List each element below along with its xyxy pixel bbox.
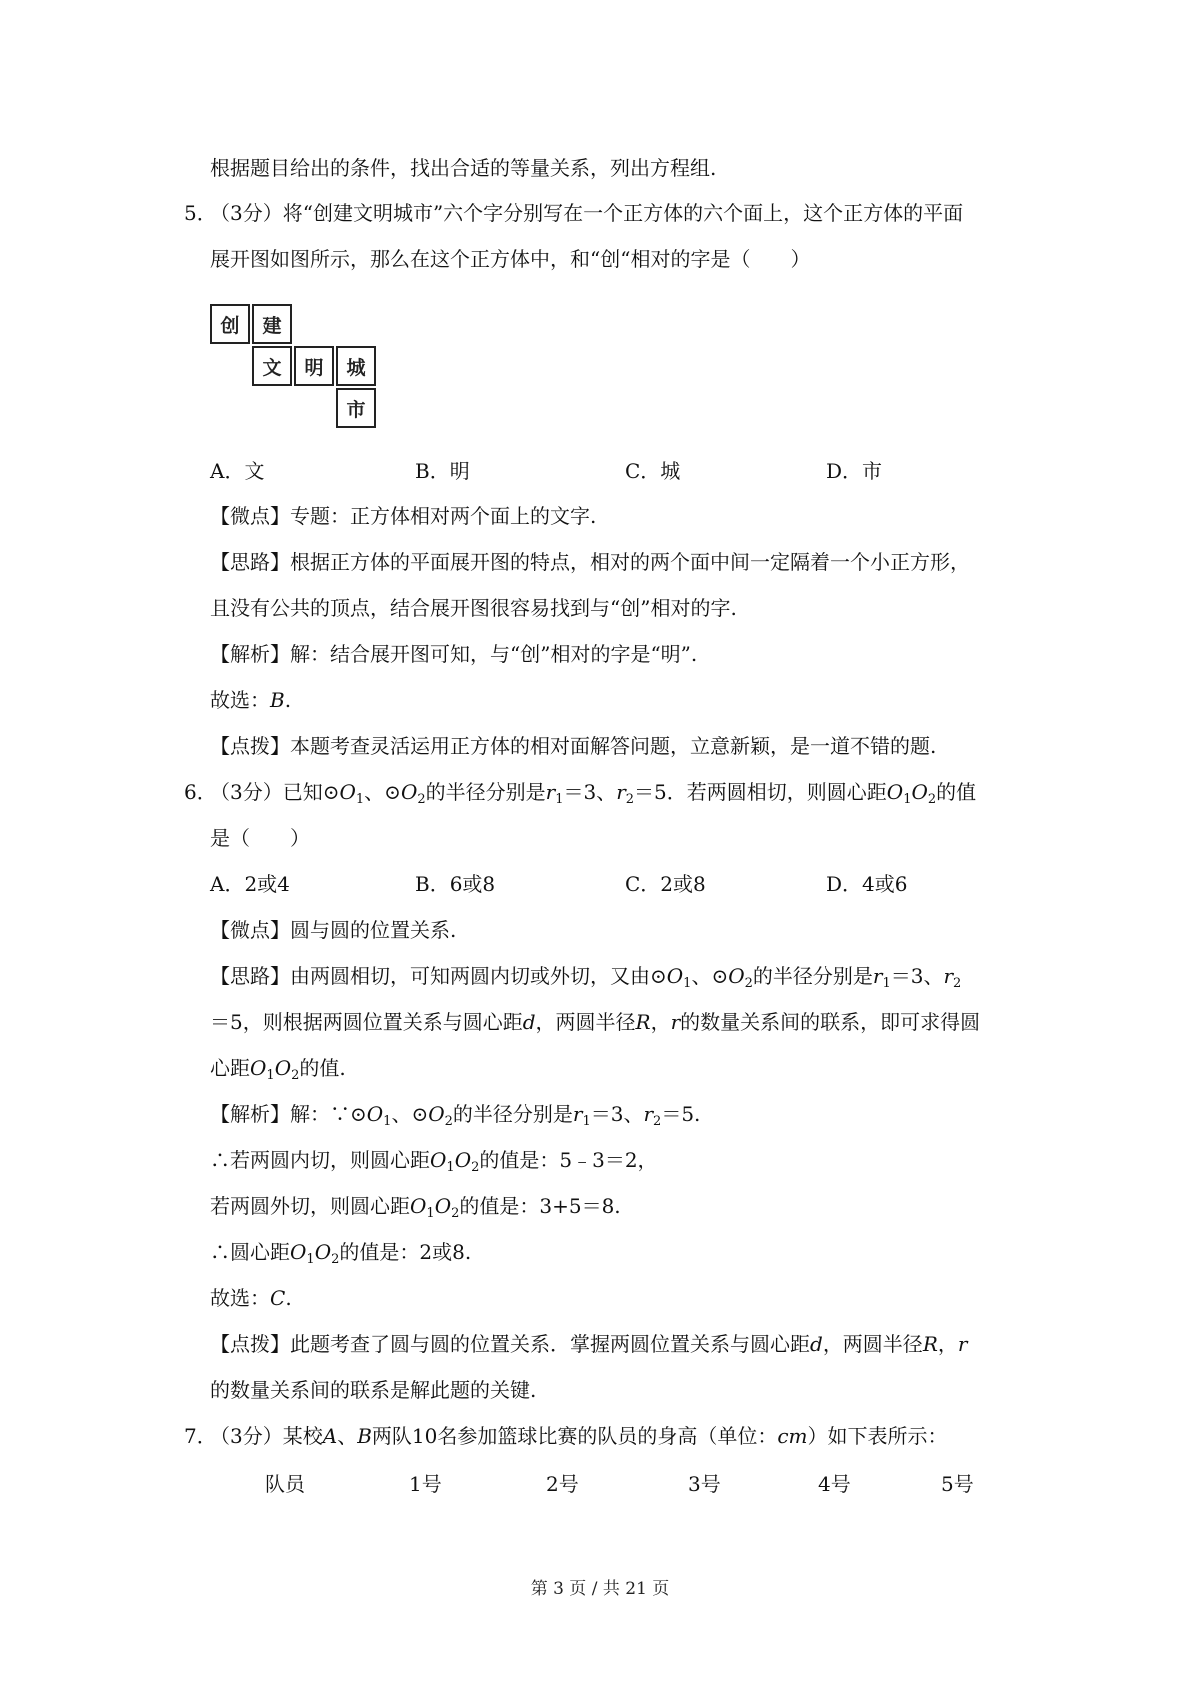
answer-line: 故选：B. (210, 688, 292, 712)
question-number: 6． (184, 780, 217, 804)
weidian-note: 【微点】专题：正方体相对两个面上的文字. (210, 504, 597, 528)
weidian-note: 【微点】圆与圆的位置关系. (210, 918, 457, 942)
question-stem: 展开图如图所示，那么在这个正方体中，和“创“相对的字是（ ） (210, 247, 811, 271)
option-c: C．2或8 (625, 872, 706, 896)
net-cell: 建 (252, 304, 292, 344)
option-b: B．6或8 (415, 872, 496, 896)
net-cell: 文 (252, 346, 292, 386)
silu-note: 【思路】根据正方体的平面展开图的特点，相对的两个面中间一定隔着一个小正方形， (210, 550, 970, 574)
question-stem: （3分）某校A、B两队10名参加篮球比赛的队员的身高（单位：cm）如下表所示： (210, 1424, 948, 1448)
table-header-cell: 4号 (818, 1472, 851, 1496)
jiexi-note: 【解析】解：结合展开图可知，与“创”相对的字是“明”. (210, 642, 698, 666)
question-stem: （3分）已知$⊙O_1$、$⊙O_2$的半径分别是$r_1=3$、$r_2=5$．若两圆相切，则圆心距$O_1O_2$的值 (210, 780, 977, 807)
question-number: 5． (184, 201, 217, 225)
net-cell: 明 (294, 346, 334, 386)
question-number: 7． (184, 1424, 217, 1448)
text-line: 根据题目给出的条件，找出合适的等量关系，列出方程组. (210, 156, 717, 180)
table-header-cell: 5号 (941, 1472, 974, 1496)
silu-note: 且没有公共的顶点，结合展开图很容易找到与“创”相对的字. (210, 596, 737, 620)
jiexi-note: 【解析】解：$\because⊙O_1$、$⊙O_2$的半径分别是$r_1=3$、$r_2=5$. (210, 1102, 701, 1129)
silu-note: 心距$O_1O_2$的值. (210, 1056, 346, 1083)
net-cell: 创 (210, 304, 250, 344)
net-cell: 市 (336, 388, 376, 428)
dianbo-note: 的数量关系间的联系是解此题的关键. (210, 1378, 537, 1402)
answer-line: 故选：C. (210, 1286, 292, 1310)
dianbo-note: 【点拨】此题考查了圆与圆的位置关系．掌握两圆位置关系与圆心距d，两圆半径R，r (210, 1332, 968, 1356)
dianbo-note: 【点拨】本题考查灵活运用正方体的相对面解答问题，立意新颖，是一道不错的题. (210, 734, 937, 758)
silu-note: ＝5，则根据两圆位置关系与圆心距d，两圆半径R，r的数量关系间的联系，即可求得圆 (210, 1010, 981, 1034)
option-b: B．明 (415, 459, 470, 483)
solution-step: ∴若两圆内切，则圆心距$O_1O_2$的值是：5﹣3＝2， (210, 1148, 658, 1175)
option-d: D．市 (826, 459, 883, 483)
table-header-cell: 1号 (409, 1472, 442, 1496)
option-a: A．文 (210, 459, 265, 483)
question-stem: 是（ ） (210, 826, 310, 850)
option-c: C．城 (625, 459, 681, 483)
silu-note: 【思路】由两圆相切，可知两圆内切或外切，又由$⊙O_1$、$⊙O_2$的半径分别是$r_1=3$、$r_2$ (210, 964, 962, 991)
option-d: D．4或6 (826, 872, 908, 896)
page-footer: 第 3 页 / 共 21 页 (530, 1579, 670, 1599)
net-cell: 城 (336, 346, 376, 386)
table-header-cell: 2号 (546, 1472, 579, 1496)
table-header-row (0, 1470, 1200, 1498)
option-a: A．2或4 (210, 872, 290, 896)
question-stem: （3分）将“创建文明城市”六个字分别写在一个正方体的六个面上，这个正方体的平面 (210, 201, 964, 225)
solution-step: 若两圆外切，则圆心距$O_1O_2$的值是：3+5＝8. (210, 1194, 621, 1221)
solution-step: ∴圆心距$O_1O_2$的值是：2或8. (210, 1240, 472, 1267)
table-header-cell: 队员 (265, 1472, 305, 1496)
table-header-cell: 3号 (688, 1472, 721, 1496)
